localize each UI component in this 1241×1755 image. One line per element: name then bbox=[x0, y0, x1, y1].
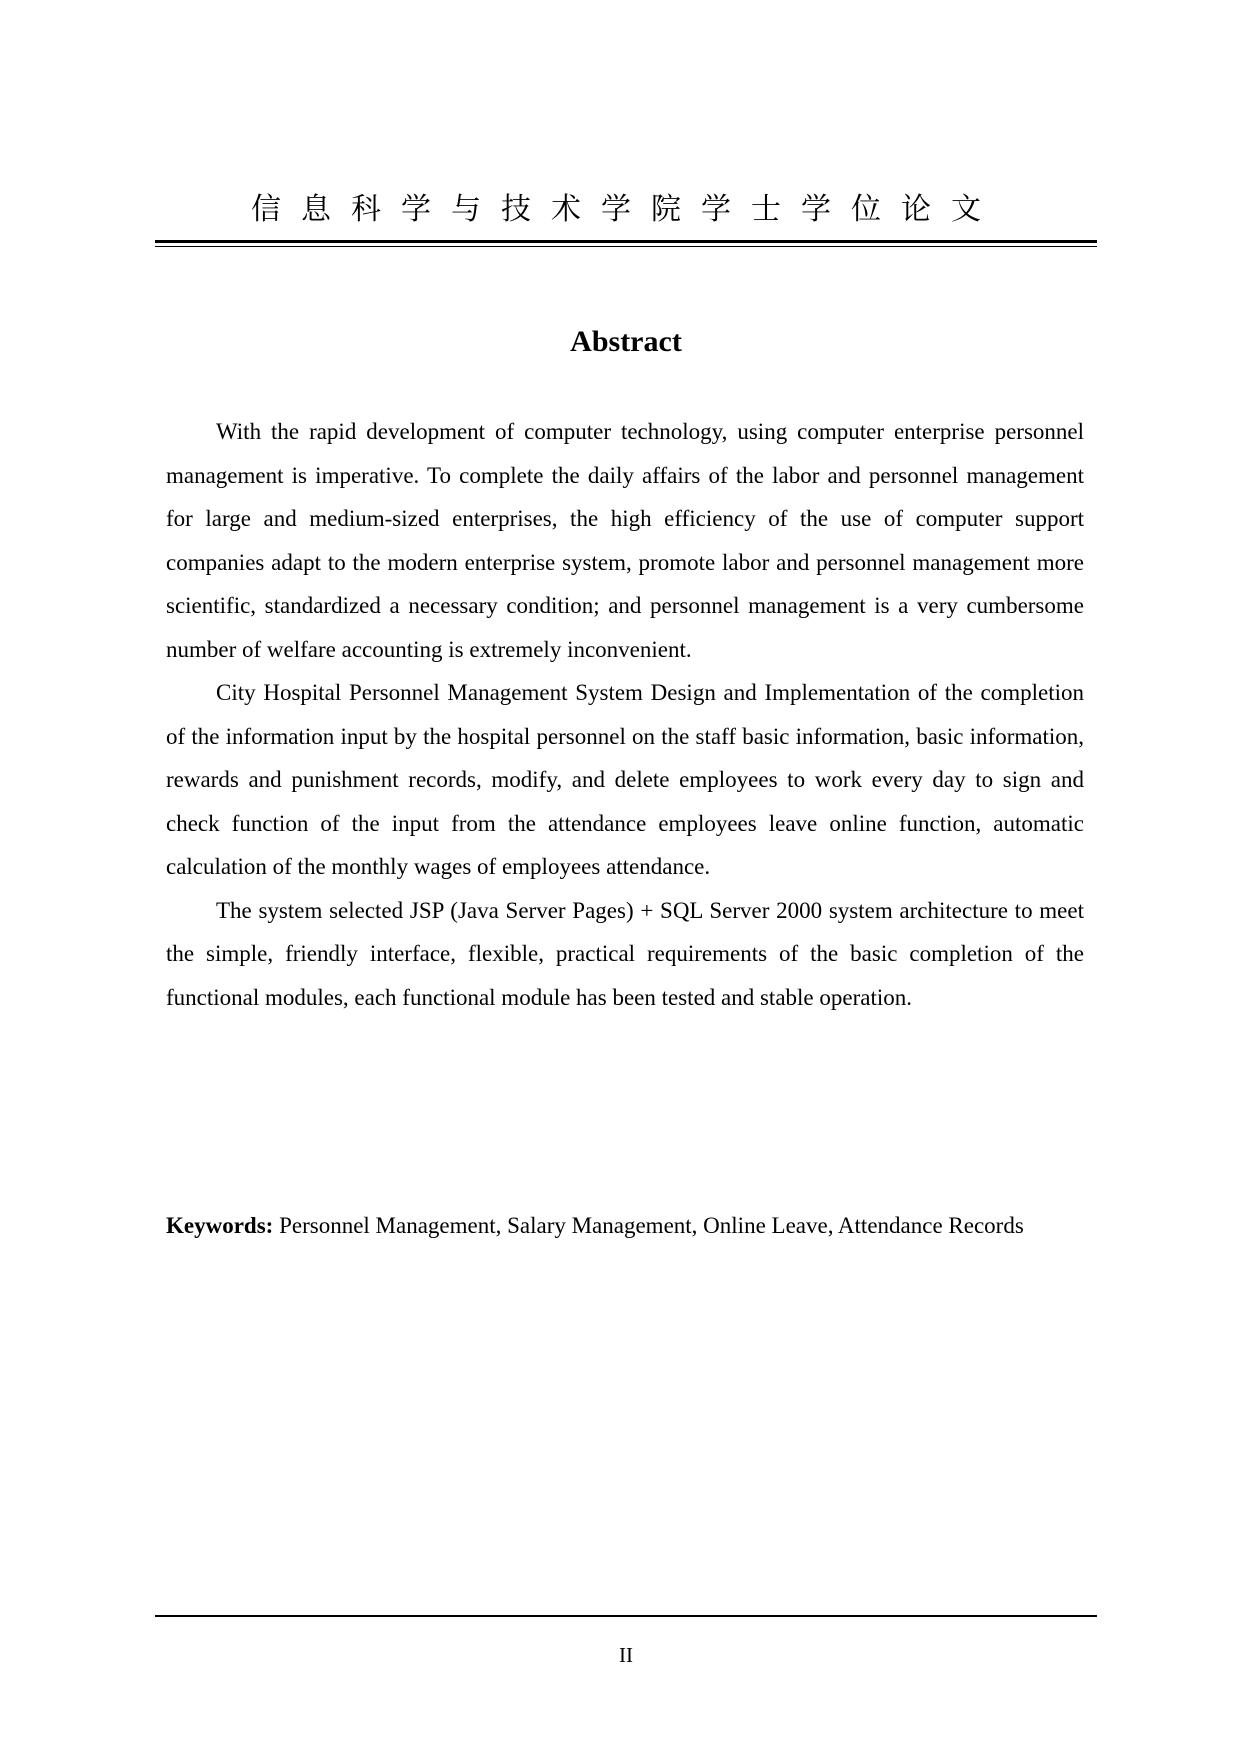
page-number: II bbox=[619, 1643, 633, 1667]
keywords-label: Keywords: bbox=[166, 1213, 274, 1238]
footer-rule bbox=[155, 1615, 1097, 1617]
abstract-paragraph-1: With the rapid development of computer technology, using computer enterprise personnel management is imperative. To complete the daily affairs of the labor and personnel management for large and medium-sized enterprises, the high efficiency of the use of computer support companies adapt to the modern enterprise system, promote labor and personnel management more scientific, standardized a necessary condition; and personnel management is a very cumbersome number of welfare accounting is extremely inconvenient. bbox=[166, 419, 1084, 662]
abstract-body bbox=[166, 410, 1084, 1019]
header-rule-thin bbox=[155, 246, 1097, 247]
keywords bbox=[166, 1201, 1084, 1250]
keywords-text: Personnel Management, Salary Management, Online Leave, Attendance Records bbox=[279, 1213, 1024, 1238]
header-rule-thick bbox=[155, 240, 1097, 243]
abstract-paragraph-2: City Hospital Personnel Management System Design and Implementation of the completion of the information input by the hospital personnel on the staff basic information, basic information, rewards and punishment records, modify, and delete employees to work every day to sign and check function of the input from the attendance employees leave online function, automatic calculation of the monthly wages of employees attendance. bbox=[166, 680, 1084, 879]
running-header: 信息科学与技术学院学士学位论文 bbox=[251, 192, 1001, 227]
abstract-title: Abstract bbox=[570, 325, 682, 358]
abstract-paragraph-3: The system selected JSP (Java Server Pages) + SQL Server 2000 system architecture to meet the simple, friendly interface, flexible, practical requirements of the basic completion of the functional modules, each functional module has been tested and stable operation. bbox=[166, 897, 1084, 1010]
